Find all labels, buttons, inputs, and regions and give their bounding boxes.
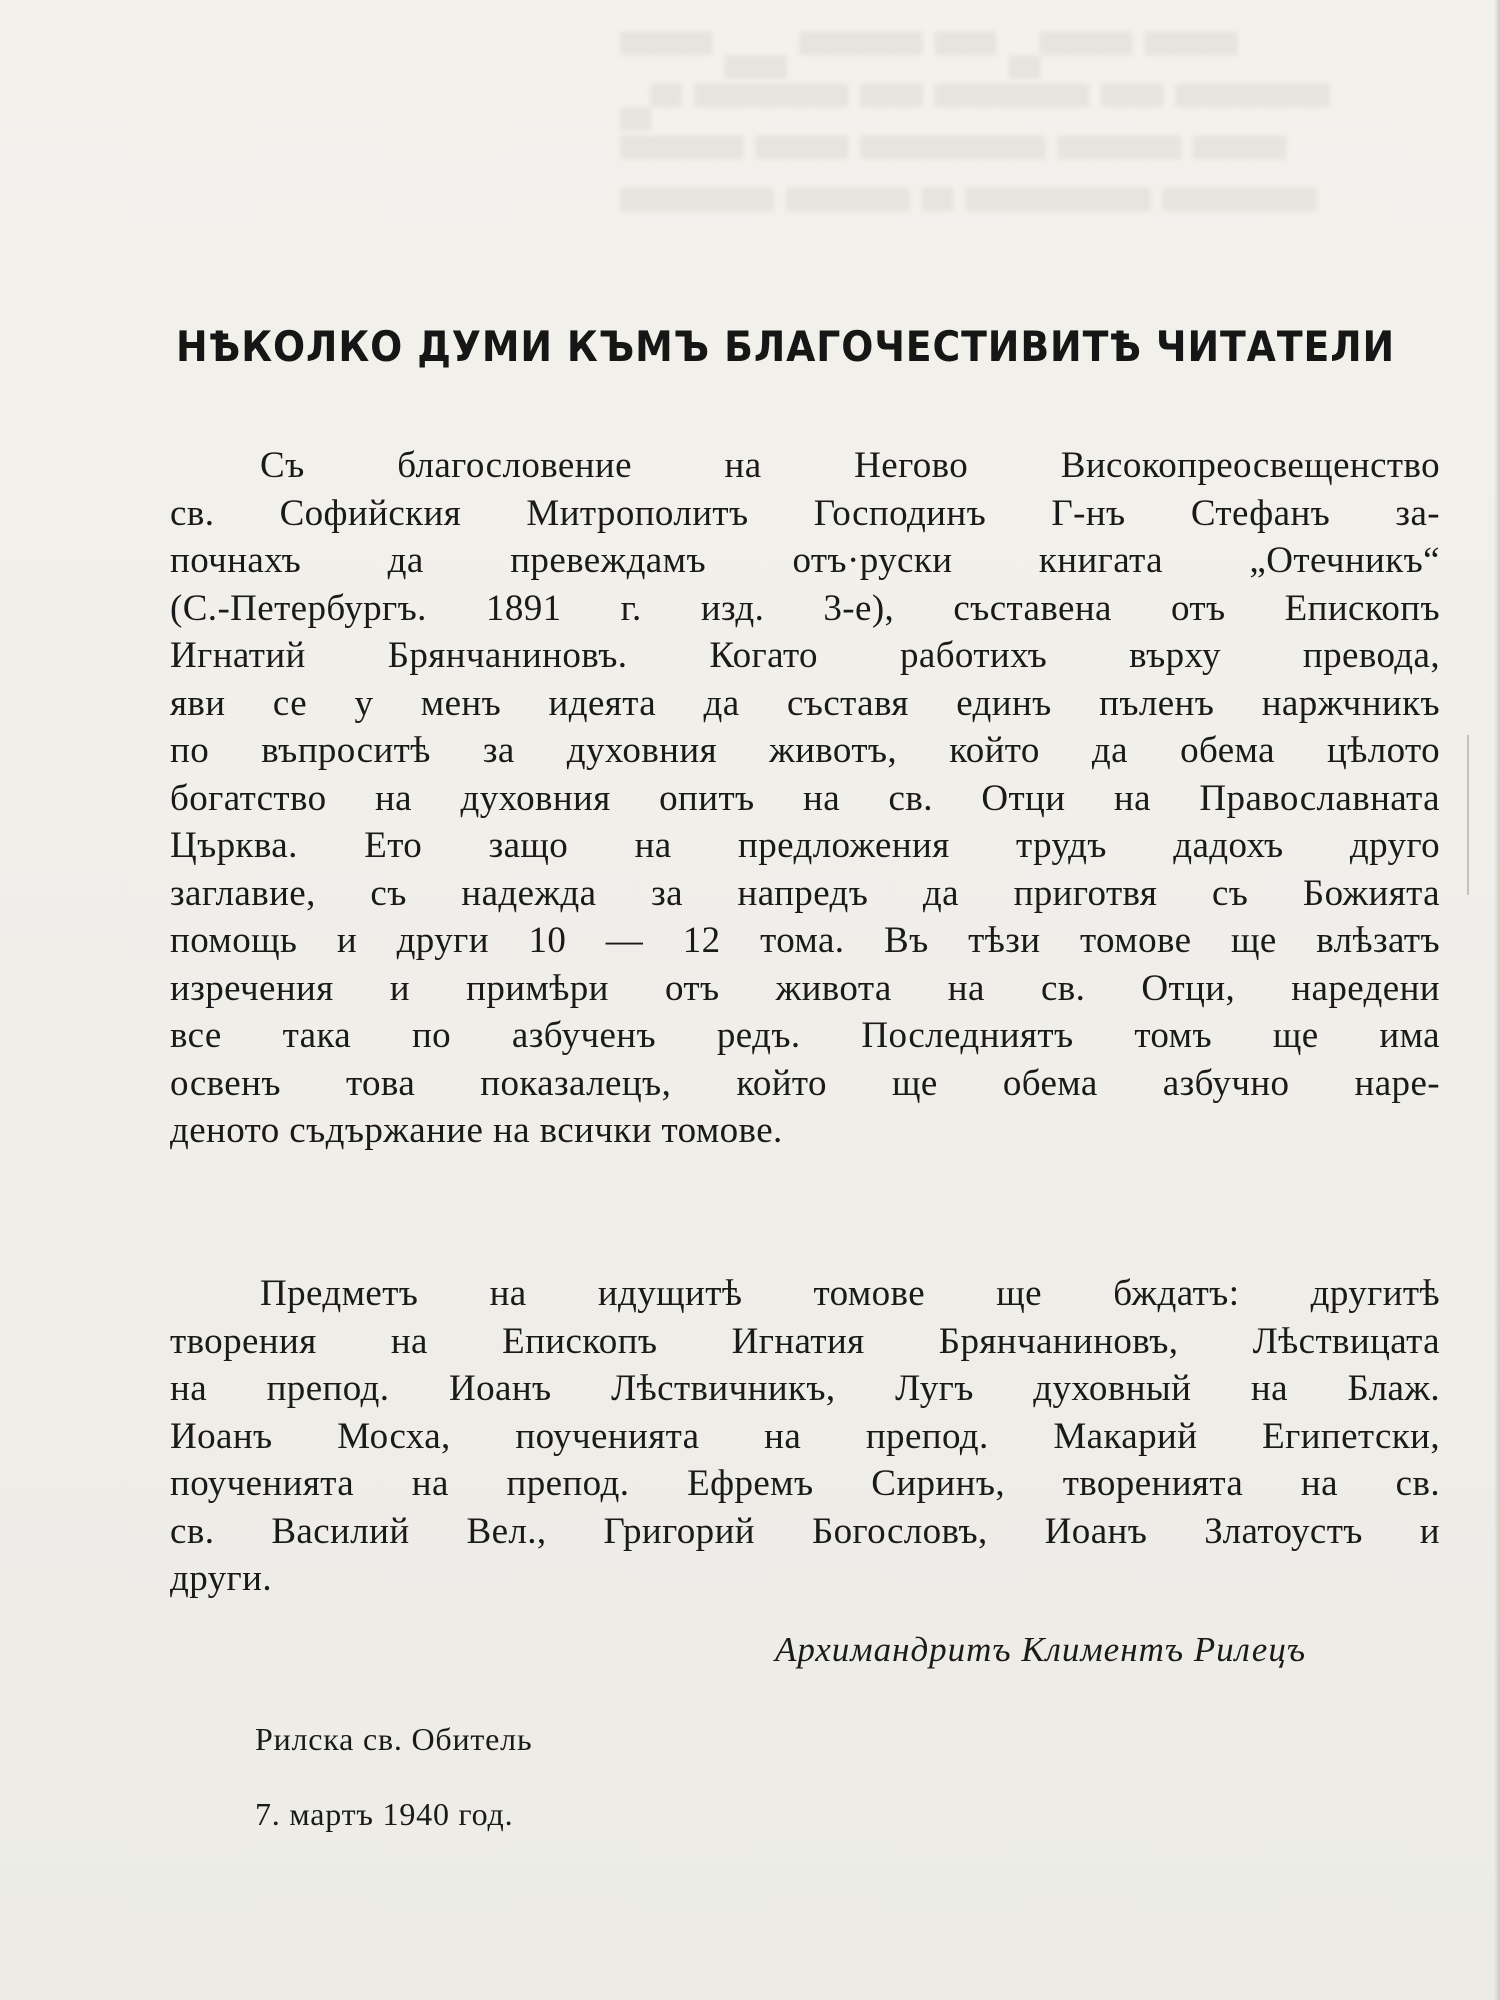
text-line: Съ благословение на Негово Високопреосвещенство xyxy=(260,445,1440,486)
text-line: св. Василий Вел., Григорий Богословъ, Иоанъ Златоустъ и xyxy=(170,1510,1440,1552)
text-line: на препод. Иоанъ Лѣствичникъ, Лугъ духовный на Блаж. xyxy=(170,1368,1440,1409)
text-line: богатство на духовния опитъ на св. Отци на Православната xyxy=(170,777,1440,819)
page-title: НѢКОЛКО ДУМИ КЪМЪ БЛАГОЧЕСТИВИТѢ ЧИТАТЕЛИ xyxy=(176,322,1396,371)
text-line: Иоанъ Мосха, поученията на препод. Макарий Египетски, xyxy=(170,1415,1440,1457)
bleed-through-shadow: ▀▀▀ ▄▄ ▀▀▀▀ ▀▀ ▄▀▀▀ ▀▀▀ ▄▀ ▀▀▀▀▀ ▀▀ ▀▀▀▀▀ ▀▀ ▀▀▀▀▀ ▀▀▀▀ ▀▀▀ ▀▀▀▀▀▀ ▀▀▀▀ ▀▀▀ ▀▀▀▀▀ ▀▀▀▀ ▀ ▀▀▀▀▀▀ ▀▀▀▀▀ xyxy=(620,33,1330,235)
paragraph-2 xyxy=(170,1270,1440,1603)
text-line: св. Софийския Митрополитъ Господинъ Г-нъ Стефанъ за- xyxy=(170,492,1440,534)
author-signature: Архимандритъ Климентъ Рилецъ xyxy=(775,1630,1306,1669)
text-line: заглавие, съ надежда за напредъ да приготвя съ Божията xyxy=(170,872,1440,914)
text-line: творения на Епископъ Игнатия Брянчаниновъ, Лѣствицата xyxy=(170,1320,1440,1362)
text-line: яви се у менъ идеята да съставя единъ пъленъ наржчникъ xyxy=(170,682,1440,724)
text-line: Предметъ на идущитѣ томове ще бждатъ: другитѣ xyxy=(260,1273,1440,1314)
page-edge-shadow xyxy=(1494,0,1500,2000)
paragraph-1 xyxy=(170,442,1440,1155)
text-line: Църква. Ето защо на предложения трудъ дадохъ друго xyxy=(170,825,1440,866)
text-line: Игнатий Брянчаниновъ. Когато работихъ върху превода, xyxy=(170,635,1440,676)
text-line: деното съдържание на всички томове. xyxy=(170,1110,783,1151)
text-line: почнахъ да превеждамъ отъ·руски книгата „Отечникъ“ xyxy=(170,540,1440,581)
text-line: помощь и други 10 — 12 тома. Въ тѣзи томове ще влѣзатъ xyxy=(170,920,1440,961)
text-line: по въпроситѣ за духовния животъ, който да обема цѣлото xyxy=(170,730,1440,771)
text-line: други. xyxy=(170,1558,272,1599)
place-line: Рилска св. Обитель xyxy=(255,1721,533,1757)
date-line: 7. мартъ 1940 год. xyxy=(255,1796,514,1832)
text-line: поученията на препод. Ефремъ Сиринъ, творенията на св. xyxy=(170,1463,1440,1504)
margin-mark xyxy=(1467,735,1469,895)
text-line: изречения и примѣри отъ живота на св. Отци, наредени xyxy=(170,967,1440,1009)
text-line: (С.-Петербургъ. 1891 г. изд. 3-е), съставена отъ Епископъ xyxy=(170,587,1440,629)
text-line: освенъ това показалецъ, който ще обема азбучно наре- xyxy=(170,1062,1440,1104)
text-line: все така по азбученъ редъ. Последниятъ томъ ще има xyxy=(170,1015,1440,1056)
